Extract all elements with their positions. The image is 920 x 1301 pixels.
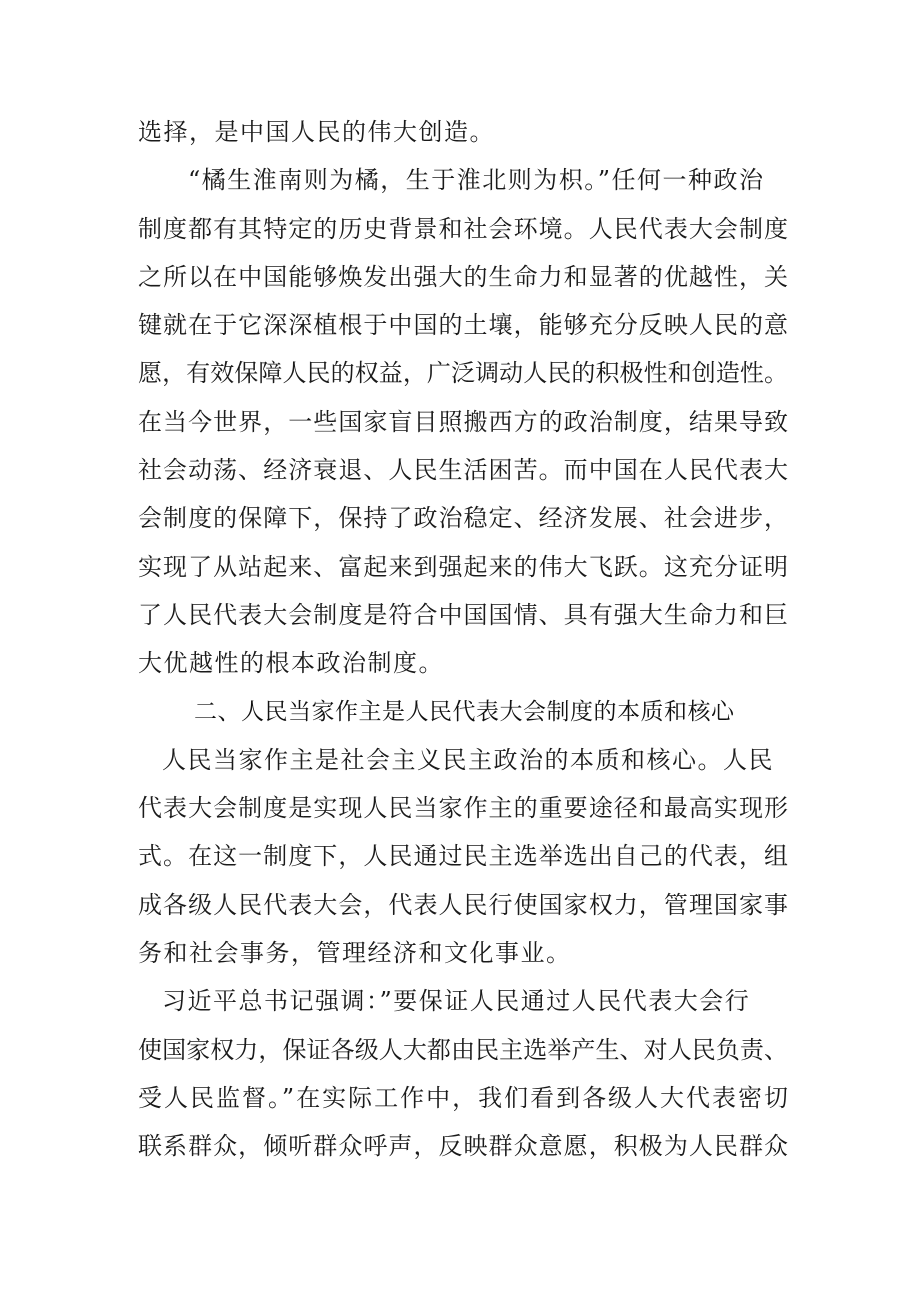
text-line: 式。在这一制度下，人民通过民主选举选出自己的代表，组: [138, 842, 788, 871]
text-line: 会制度的保障下，保持了政治稳定、经济发展、社会进步，: [138, 504, 788, 533]
text-line: 大优越性的根本政治制度。: [138, 649, 444, 678]
text-line: 代表大会制度是实现人民当家作主的重要途径和最高实现形: [138, 794, 788, 823]
text-line: 成各级人民代表大会，代表人民行使国家权力，管理国家事: [138, 890, 788, 919]
section-heading: 二、人民当家作主是人民代表大会制度的本质和核心: [194, 698, 735, 725]
text-line: 实现了从站起来、富起来到强起来的伟大飞跃。这充分证明: [138, 552, 788, 581]
text-line: 选择，是中国人民的伟大创造。: [138, 118, 495, 146]
paragraph-first-line: 人民当家作主是社会主义民主政治的本质和核心。人民: [162, 745, 774, 774]
text-line: 键就在于它深深植根于中国的土壤，能够充分反映人民的意: [138, 311, 788, 340]
text-line: 受人民监督。”在实际工作中，我们看到各级人大代表密切: [138, 1083, 788, 1112]
paragraph-first-line: “橘生淮南则为橘，生于淮北则为枳。”任何一种政治: [188, 166, 765, 195]
text-line: 了人民代表大会制度是符合中国国情、具有强大生命力和巨: [138, 600, 788, 629]
text-line: 社会动荡、经济衰退、人民生活困苦。而中国在人民代表大: [138, 456, 788, 485]
text-line: 制度都有其特定的历史背景和社会环境。人民代表大会制度: [138, 214, 788, 243]
text-line: 使国家权力，保证各级人大都由民主选举产生、对人民负责、: [138, 1035, 788, 1064]
text-line: 联系群众，倾听群众呼声，反映群众意愿，积极为人民群众: [138, 1132, 788, 1161]
paragraph-first-line: 习近平总书记强调：”要保证人民通过人民代表大会行: [162, 987, 751, 1016]
text-line: 之所以在中国能够焕发出强大的生命力和显著的优越性，关: [138, 262, 788, 291]
text-line: 务和社会事务，管理经济和文化事业。: [138, 939, 572, 968]
text-line: 愿，有效保障人民的权益，广泛调动人民的积极性和创造性。: [138, 359, 788, 388]
document-body: [138, 108, 788, 1171]
text-line: 在当今世界，一些国家盲目照搬西方的政治制度，结果导致: [138, 407, 788, 436]
